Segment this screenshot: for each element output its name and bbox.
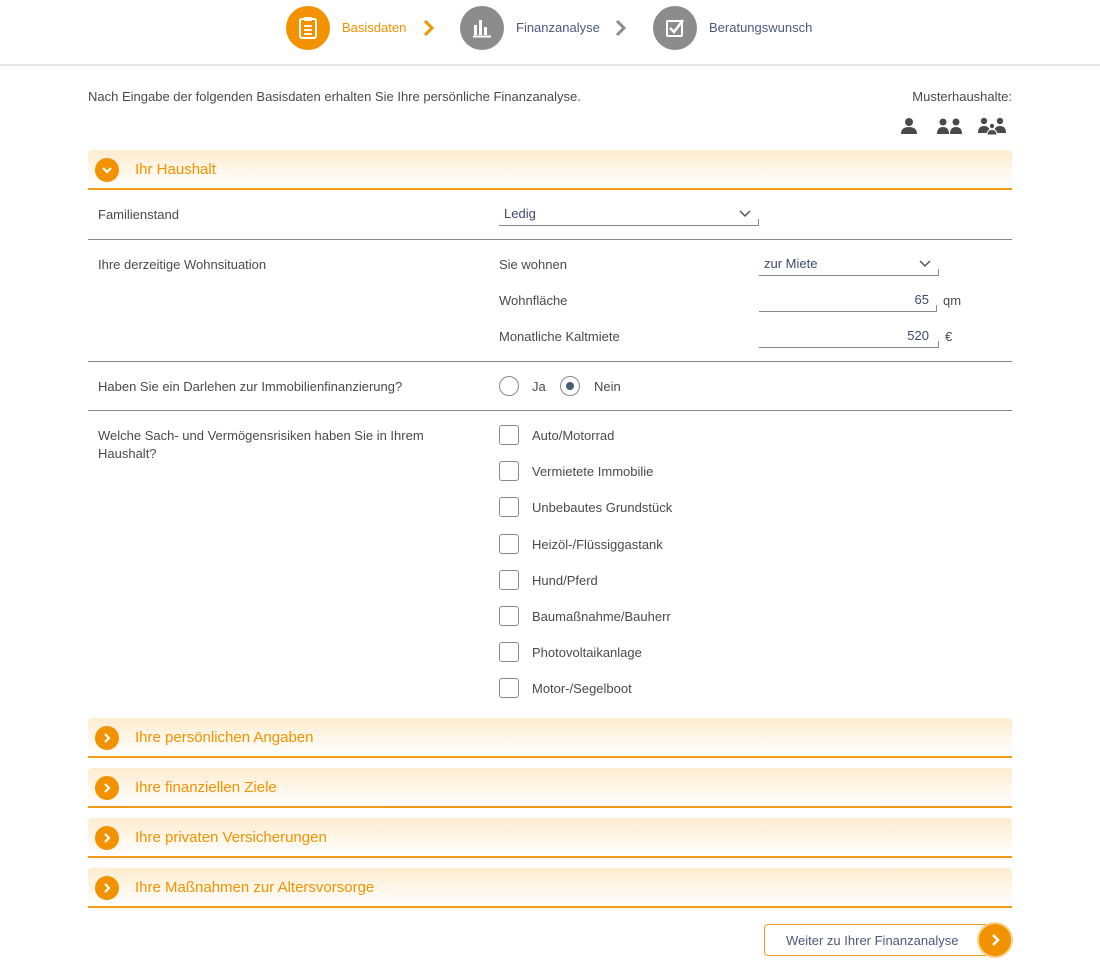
risk-checkbox-pv[interactable] xyxy=(499,642,519,662)
wohnflaeche-input[interactable] xyxy=(759,292,931,307)
sie-wohnen-label: Sie wohnen xyxy=(499,257,567,272)
chevron-right-icon xyxy=(95,726,119,750)
risk-checkbox-grundstueck[interactable] xyxy=(499,497,519,517)
chevron-right-icon xyxy=(95,776,119,800)
wohnflaeche-unit: qm xyxy=(943,293,962,308)
section-finanzielle-ziele[interactable] xyxy=(88,768,1012,808)
section-private-versicherungen[interactable] xyxy=(88,818,1012,858)
single-person-icon[interactable] xyxy=(899,116,919,136)
risk-label-boot[interactable]: Motor-/Segelboot xyxy=(532,681,632,696)
step-finanzanalyse[interactable]: Finanzanalyse xyxy=(516,20,600,35)
risk-checkbox-bau[interactable] xyxy=(499,606,519,626)
weiter-button-label: Weiter zu Ihrer Finanzanalyse xyxy=(786,933,959,948)
kaltmiete-label: Monatliche Kaltmiete xyxy=(499,329,620,344)
kaltmiete-input-wrap xyxy=(759,326,939,348)
chevron-right-icon xyxy=(95,876,119,900)
risk-label-tank[interactable]: Heizöl-/Flüssiggastank xyxy=(532,537,663,552)
risk-label-auto[interactable]: Auto/Motorrad xyxy=(532,428,615,443)
risk-label-pv[interactable]: Photovoltaikanlage xyxy=(532,645,642,660)
checkbox-checked-icon[interactable] xyxy=(653,6,697,50)
darlehen-radio-ja[interactable] xyxy=(499,376,519,396)
sie-wohnen-select[interactable] xyxy=(759,254,939,276)
couple-icon[interactable] xyxy=(936,116,964,136)
divider xyxy=(88,361,1012,362)
risk-label-immobilie[interactable]: Vermietete Immobilie xyxy=(532,464,654,479)
clipboard-list-icon[interactable] xyxy=(286,6,330,50)
section-title: Ihr Haushalt xyxy=(135,161,216,178)
wohnflaeche-label: Wohnfläche xyxy=(499,293,568,308)
risk-checkbox-tank[interactable] xyxy=(499,534,519,554)
section-ihr-haushalt[interactable] xyxy=(88,150,1012,190)
chevron-right-icon[interactable] xyxy=(977,922,1013,958)
intro-text: Nach Eingabe der folgenden Basisdaten erhalten Sie Ihre persönliche Finanzanalyse. xyxy=(88,89,581,104)
familienstand-value: Ledig xyxy=(504,206,536,221)
musterhaushalte-label: Musterhaushalte: xyxy=(912,89,1012,104)
divider xyxy=(88,239,1012,240)
chevron-down-icon xyxy=(739,210,751,218)
risk-checkbox-hund[interactable] xyxy=(499,570,519,590)
wohnflaeche-input-wrap xyxy=(759,290,937,312)
section-title: Ihre persönlichen Angaben xyxy=(135,729,314,746)
familienstand-label: Familienstand xyxy=(98,207,179,222)
section-title: Ihre finanziellen Ziele xyxy=(135,779,277,796)
step-basisdaten[interactable]: Basisdaten xyxy=(342,20,407,35)
chevron-right-icon xyxy=(615,18,627,38)
wohnsituation-label: Ihre derzeitige Wohnsituation xyxy=(98,257,267,272)
darlehen-label: Haben Sie ein Darlehen zur Immobilienfinanzierung? xyxy=(98,379,403,394)
step-beratungswunsch[interactable]: Beratungswunsch xyxy=(709,20,813,35)
darlehen-radio-nein[interactable] xyxy=(560,376,580,396)
risk-checkbox-auto[interactable] xyxy=(499,425,519,445)
darlehen-option-ja[interactable]: Ja xyxy=(532,379,546,394)
section-title: Ihre privaten Versicherungen xyxy=(135,829,327,846)
section-persoenliche-angaben[interactable] xyxy=(88,718,1012,758)
bar-chart-icon[interactable] xyxy=(460,6,504,50)
risiken-label: Welche Sach- und Vermögensrisiken haben Sie in Ihrem Haushalt? xyxy=(98,428,424,461)
weiter-button[interactable] xyxy=(764,924,996,956)
divider xyxy=(88,410,1012,411)
kaltmiete-input[interactable] xyxy=(759,328,931,343)
chevron-down-icon xyxy=(919,260,931,268)
risk-checkbox-immobilie[interactable] xyxy=(499,461,519,481)
section-altersvorsorge[interactable] xyxy=(88,868,1012,908)
chevron-down-icon xyxy=(95,158,119,182)
risk-label-bau[interactable]: Baumaßnahme/Bauherr xyxy=(532,609,671,624)
sie-wohnen-value: zur Miete xyxy=(764,256,818,271)
chevron-right-icon xyxy=(95,826,119,850)
darlehen-option-nein[interactable]: Nein xyxy=(594,379,621,394)
risk-label-grundstueck[interactable]: Unbebautes Grundstück xyxy=(532,500,673,515)
section-title: Ihre Maßnahmen zur Altersvorsorge xyxy=(135,879,375,896)
chevron-right-icon xyxy=(423,18,435,38)
familienstand-select[interactable] xyxy=(499,204,759,226)
risk-label-hund[interactable]: Hund/Pferd xyxy=(532,573,598,588)
kaltmiete-unit: € xyxy=(945,329,953,344)
risk-checkbox-boot[interactable] xyxy=(499,678,519,698)
progress-stepper xyxy=(0,0,1100,66)
family-icon[interactable] xyxy=(978,116,1006,136)
